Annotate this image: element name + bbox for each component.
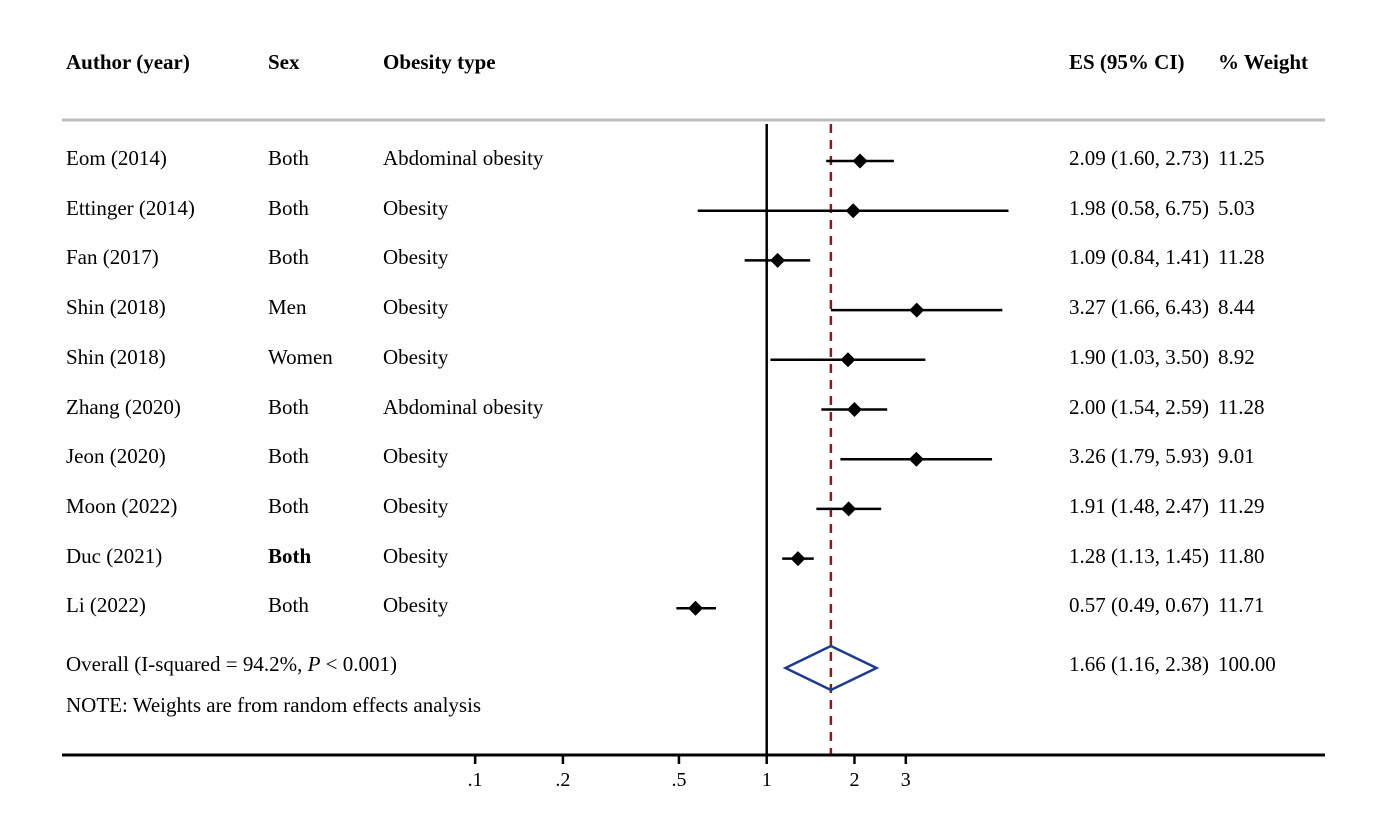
header-weight: % Weight (1218, 50, 1309, 74)
study-row-9 (782, 551, 814, 566)
row-weight: 8.92 (1218, 344, 1255, 369)
row-sex: Both (268, 444, 309, 469)
study-row-5 (770, 352, 925, 367)
row-sex: Women (268, 344, 333, 369)
row-weight: 5.03 (1218, 195, 1255, 220)
row-obesity-type: Obesity (383, 195, 449, 220)
row-author: Shin (2018) (66, 344, 166, 369)
row-weight: 11.80 (1218, 543, 1265, 568)
x-axis-tick-label: .1 (467, 769, 483, 791)
row-obesity-type: Obesity (383, 593, 449, 618)
study-row-10 (676, 601, 716, 616)
row-es: 2.00 (1.54, 2.59) (1069, 394, 1209, 419)
row-es: 1.91 (1.48, 2.47) (1069, 493, 1209, 518)
row-obesity-type: Obesity (383, 444, 449, 469)
row-author: Jeon (2020) (66, 444, 166, 469)
row-es: 2.09 (1.60, 2.73) (1069, 146, 1209, 170)
row-es: 3.27 (1.66, 6.43) (1069, 295, 1209, 320)
x-axis-tick-label: 1 (761, 769, 772, 791)
header-sex: Sex (268, 50, 300, 74)
effect-marker (853, 154, 868, 169)
row-weight: 11.71 (1218, 593, 1265, 618)
header-obesity-type: Obesity type (383, 50, 496, 74)
row-weight: 11.29 (1218, 493, 1265, 518)
row-weight: 11.28 (1218, 394, 1265, 419)
row-sex: Men (268, 295, 307, 320)
row-weight: 9.01 (1218, 444, 1255, 469)
row-obesity-type: Obesity (383, 295, 449, 320)
header-es: ES (95% CI) (1069, 50, 1185, 74)
row-author: Eom (2014) (66, 146, 167, 170)
study-row-4 (831, 303, 1002, 318)
row-weight: 11.28 (1218, 245, 1265, 270)
effect-marker (909, 303, 924, 318)
row-obesity-type: Obesity (383, 493, 449, 518)
row-sex: Both (268, 493, 309, 518)
row-author: Zhang (2020) (66, 394, 181, 419)
overall-weight: 100.00 (1218, 652, 1276, 676)
row-obesity-type: Obesity (383, 245, 449, 270)
row-weight: 11.25 (1218, 146, 1265, 170)
row-obesity-type: Obesity (383, 344, 449, 369)
overall-es: 1.66 (1.16, 2.38) (1069, 652, 1209, 676)
row-author: Duc (2021) (66, 543, 163, 568)
row-author: Li (2022) (66, 593, 146, 618)
row-sex: Both (268, 195, 309, 220)
effect-marker (847, 402, 862, 417)
study-row-8 (816, 501, 881, 516)
study-row-2 (698, 203, 1009, 218)
row-obesity-type: Abdominal obesity (383, 394, 544, 419)
effect-marker (909, 452, 924, 467)
x-axis-tick-label: .2 (555, 769, 571, 791)
row-sex: Both (268, 394, 309, 419)
note-text: NOTE: Weights are from random effects analysis (66, 693, 482, 717)
header-author: Author (year) (66, 50, 190, 74)
row-es: 0.57 (0.49, 0.67) (1069, 593, 1209, 618)
row-es: 1.98 (0.58, 6.75) (1069, 195, 1209, 220)
effect-marker (840, 352, 855, 367)
study-row-3 (745, 253, 811, 268)
effect-marker (841, 501, 856, 516)
effect-marker (770, 253, 785, 268)
row-author: Shin (2018) (66, 295, 166, 320)
effect-marker (790, 551, 805, 566)
overall-label: Overall (I-squared = 94.2%, P < 0.001) (66, 652, 398, 676)
row-author: Moon (2022) (66, 493, 178, 518)
row-author: Ettinger (2014) (66, 195, 195, 220)
row-sex: Both (268, 543, 312, 568)
x-axis-tick-label: 3 (900, 769, 911, 791)
row-es: 3.26 (1.79, 5.93) (1069, 444, 1209, 469)
effect-marker (846, 203, 861, 218)
x-axis-tick-label: .5 (671, 769, 687, 791)
row-es: 1.28 (1.13, 1.45) (1069, 543, 1209, 568)
row-es: 1.90 (1.03, 3.50) (1069, 344, 1209, 369)
row-weight: 8.44 (1218, 295, 1255, 320)
row-es: 1.09 (0.84, 1.41) (1069, 245, 1209, 270)
study-row-1 (826, 154, 894, 169)
x-axis-tick-label: 2 (849, 769, 860, 791)
row-sex: Both (268, 146, 309, 170)
row-obesity-type: Obesity (383, 543, 449, 568)
row-author: Fan (2017) (66, 245, 159, 270)
row-sex: Both (268, 593, 309, 618)
study-row-7 (840, 452, 992, 467)
effect-marker (688, 601, 703, 616)
row-obesity-type: Abdominal obesity (383, 146, 544, 170)
row-sex: Both (268, 245, 309, 270)
